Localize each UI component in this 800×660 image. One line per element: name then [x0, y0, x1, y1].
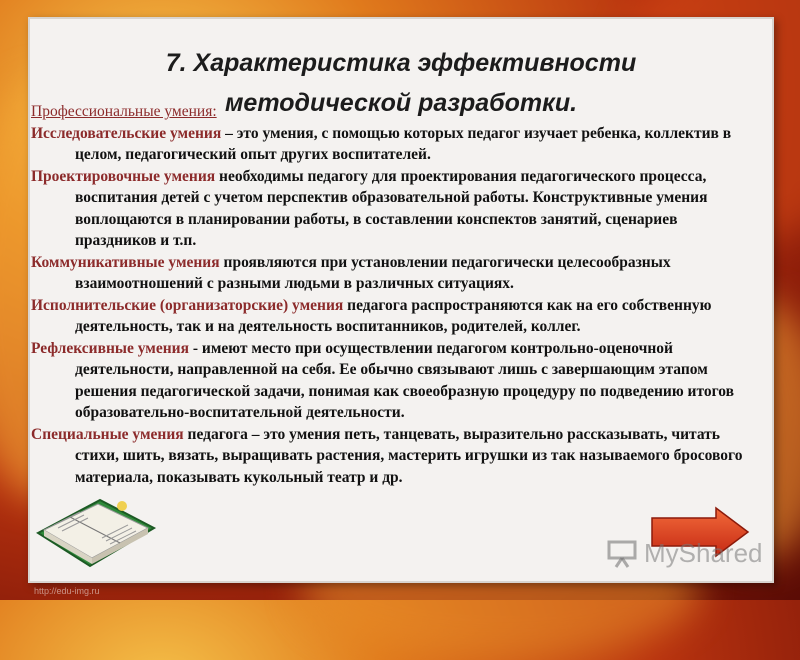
paragraph-executive: [31, 295, 756, 338]
term: Исследовательские умения: [31, 124, 222, 142]
book-icon: [30, 478, 160, 573]
term: Коммуникативные умения: [31, 253, 220, 271]
term: Исполнительские (организаторские) умения: [31, 296, 344, 314]
term: Рефлексивные умения: [31, 339, 189, 357]
paragraph-text: – это умения, с помощью которых педагог изучает ребенка, коллектив в целом, педагогический опыт других воспитателей.: [75, 124, 732, 163]
paragraph-communication: [31, 252, 756, 295]
paragraph-design: [31, 166, 756, 252]
paragraph-reflexive: [31, 338, 756, 424]
paragraph-research: [31, 123, 756, 166]
watermark: [606, 536, 776, 570]
watermark-text: MyShared: [644, 537, 763, 568]
paragraph-text: - имеют место при осуществлении педагогом контрольно-оценочной деятельности, направленной на себя. Ее обычно связывают лишь с завершающим этапом решения педагогической задачи, понимая как своеобразную процедуру по подведению итогов образовательно-воспитательной деятельности.: [75, 339, 735, 421]
slide-content: [31, 101, 756, 488]
paragraph-text: педагога – это умения петь, танцевать, выразительно рассказывать, читать стихи, шить, вязать, выращивать растения, мастерить игрушки из так называемого бросового материала, показывать кукольный театр и др.: [75, 425, 743, 486]
title-line-2: методической разработки.: [224, 89, 578, 117]
term: Специальные умения: [31, 425, 184, 443]
section-heading: Профессиональные умения:: [31, 103, 217, 120]
presentation-icon: [606, 538, 640, 568]
paragraph-text: педагога распространяются как на его собственную деятельность, так и на деятельность воспитанников, родителей, коллег.: [75, 296, 712, 335]
paragraph-text: необходимы педагогу для проектирования педагогического процесса, воспитания детей с учетом перспектив образовательной работы. Конструктивные умения воплощаются в планировании работы, в составлении конспектов занятий, сценариев праздников и т.п.: [75, 167, 708, 249]
footer-url: http://edu-img.ru: [34, 586, 100, 596]
term: Проектировочные умения: [31, 167, 216, 185]
paragraph-text: проявляются при установлении педагогически целесообразных взаимоотношений с разными людьми в различных ситуациях.: [75, 253, 671, 292]
title-line-1: 7. Характеристика эффективности: [165, 49, 637, 77]
